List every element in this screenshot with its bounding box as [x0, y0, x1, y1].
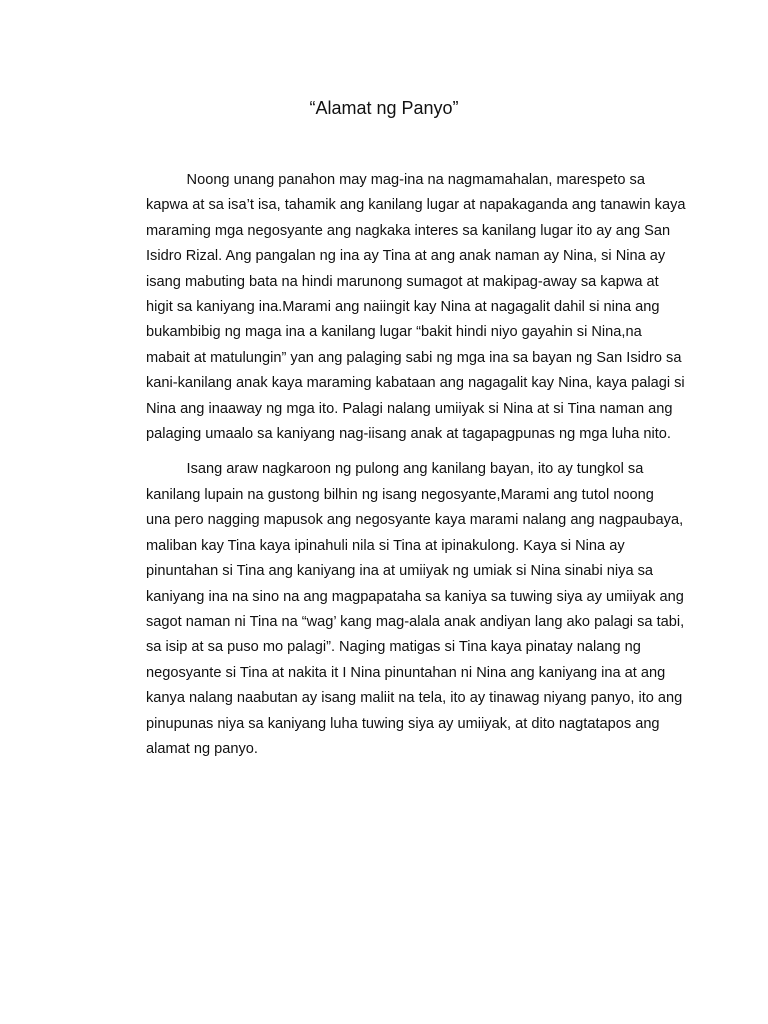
text-line: kani-kanilang anak kaya maraming kabataan ang nagagalit kay Nina, kaya palagi si — [146, 375, 685, 392]
text-line: sagot naman ni Tina na “wag’ kang mag-alala anak andiyan lang ako palagi sa tabi, — [146, 613, 685, 630]
text-line: sa isip at sa puso mo palagi”. Naging matigas si Tina kaya pinatay nalang ng — [146, 639, 641, 656]
text-line: kaniyang ina na sino na ang magpapataha sa kaniya sa tuwing siya ay umiiyak ang — [146, 588, 684, 605]
text-line: bukambibig ng maga ina a kanilang lugar “bakit hindi niyo gayahin si Nina,na — [146, 324, 642, 341]
text-line: pinuntahan si Tina ang kaniyang ina at umiiyak ng umiak si Nina sinabi niya sa — [146, 563, 654, 580]
text-line: una pero nagging mapusok ang negosyante kaya marami nalang ang nagpaubaya, — [146, 512, 684, 529]
text-line: maraming mga negosyante ang nagkaka interes sa kanilang lugar ito ay ang San — [146, 222, 671, 239]
text-line: alamat ng panyo. — [146, 740, 258, 757]
text-line: negosyante si Tina at nakita it I Nina pinuntahan ni Nina ang kaniyang ina at ang — [146, 664, 666, 681]
paragraph-1 — [146, 168, 686, 447]
text-line: kapwa at sa isa’t isa, tahamik ang kanilang lugar at napakaganda ang tanawin kaya — [146, 197, 686, 214]
text-line: Nina ang inaaway ng mga ito. Palagi nalang umiiyak si Nina at si Tina naman ang — [146, 400, 673, 417]
document-body — [146, 168, 686, 772]
text-line: kanilang lupain na gustong bilhin ng isang negosyante,Marami ang tutol noong — [146, 486, 654, 503]
text-line: Noong unang panahon may mag-ina na nagmamahalan, marespeto sa — [146, 172, 645, 188]
text-line: maliban kay Tina kaya ipinahuli nila si Tina at ipinakulong. Kaya si Nina ay — [146, 537, 625, 554]
text-line: higit sa kaniyang ina.Marami ang naiingit kay Nina at nagagalit dahil si nina ang — [146, 299, 660, 316]
text-line: isang mabuting bata na hindi marunong sumagot at makipag-away sa kapwa at — [146, 273, 659, 290]
text-line: Isidro Rizal. Ang pangalan ng ina ay Tina at ang anak naman ay Nina, si Nina ay — [146, 248, 666, 265]
text-line: Isang araw nagkaroon ng pulong ang kanilang bayan, ito ay tungkol sa — [146, 461, 644, 478]
text-line: palaging umaalo sa kaniyang nag-iisang anak at tagapagpunas ng mga luha nito. — [146, 426, 671, 443]
paragraph-2 — [146, 457, 685, 762]
text-line: pinupunas niya sa kaniyang luha tuwing siya ay umiiyak, at dito nagtatapos ang — [146, 715, 660, 732]
text-line: mabait at matulungin” yan ang palaging sabi ng mga ina sa bayan ng San Isidro sa — [146, 349, 682, 366]
text-line: kanya nalang naabutan ay isang maliit na tela, ito ay tinawag niyang panyo, ito ang — [146, 690, 683, 707]
document-title: “Alamat ng Panyo” — [309, 98, 459, 118]
